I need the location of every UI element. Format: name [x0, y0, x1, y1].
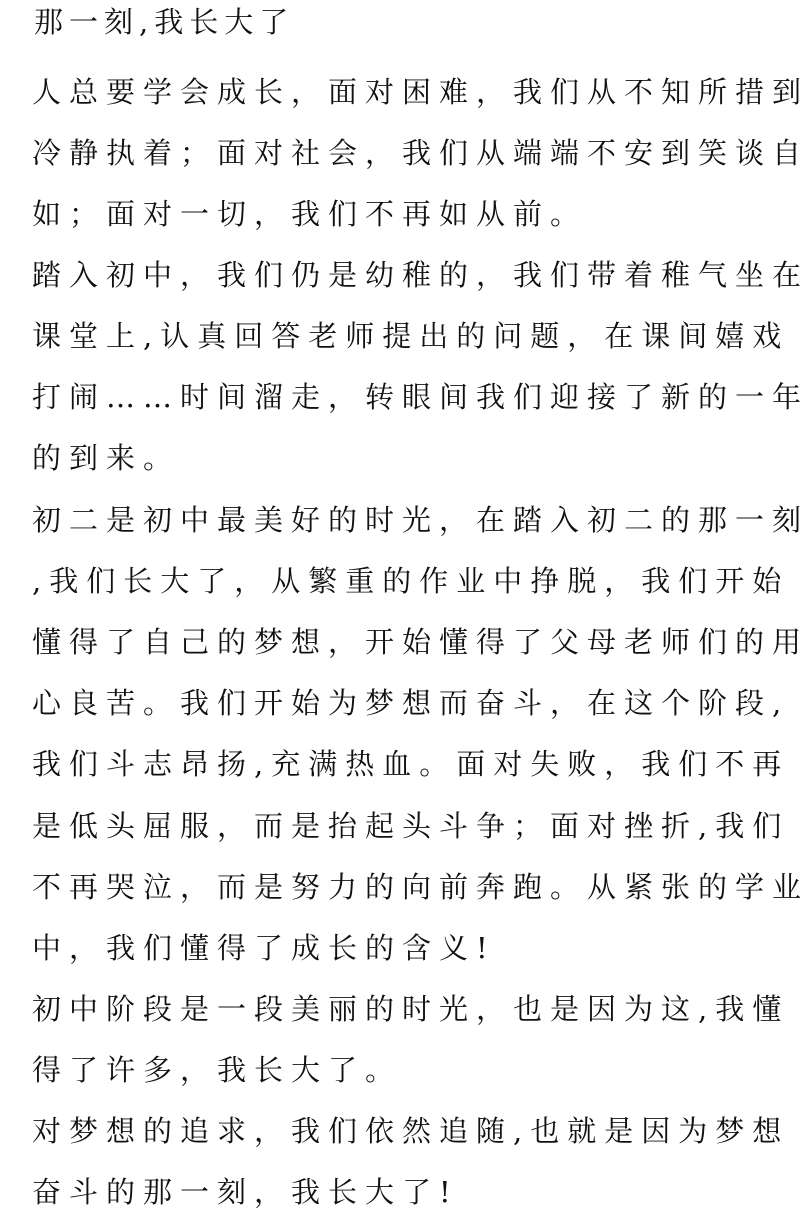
paragraph-line: 如；面对一切，我们不再如从前。 [32, 197, 588, 231]
paragraph-line: 打闹……时间溜走，转眼间我们迎接了新的一年 [32, 380, 809, 414]
paragraph-line: 不再哭泣，而是努力的向前奔跑。从紧张的学业 [32, 870, 809, 904]
paragraph-line: 初中阶段是一段美丽的时光，也是因为这,我懂 [32, 992, 790, 1026]
paragraph-line: 我们斗志昂扬,充满热血。面对失败，我们不再 [32, 747, 790, 781]
paragraph-line: 是低头屈服，而是抬起头斗争；面对挫折,我们 [32, 809, 790, 843]
paragraph-line: 中，我们懂得了成长的含义! [32, 931, 496, 965]
paragraph-line: 初二是初中最美好的时光，在踏入初二的那一刻 [32, 503, 809, 537]
paragraph-line: 对梦想的追求，我们依然追随,也就是因为梦想 [32, 1114, 790, 1148]
paragraph-line: 得了许多，我长大了。 [32, 1053, 403, 1087]
paragraph-line: 的到来。 [32, 441, 181, 475]
paragraph-line: 课堂上,认真回答老师提出的问题，在课间嬉戏 [32, 319, 790, 353]
essay-title: 那一刻,我长大了 [34, 5, 295, 39]
paragraph-line: ,我们长大了，从繁重的作业中挣脱，我们开始 [32, 564, 790, 598]
paragraph-line: 懂得了自己的梦想，开始懂得了父母老师们的用 [32, 625, 809, 659]
paragraph-line: 人总要学会成长，面对困难，我们从不知所措到 [32, 75, 809, 109]
paragraph-line: 奋斗的那一刻，我长大了! [32, 1175, 459, 1209]
paragraph-line: 心良苦。我们开始为梦想而奋斗，在这个阶段, [32, 686, 790, 720]
paragraph-line: 踏入初中，我们仍是幼稚的，我们带着稚气坐在 [32, 258, 809, 292]
paragraph-line: 冷静执着；面对社会，我们从端端不安到笑谈自 [32, 136, 809, 170]
